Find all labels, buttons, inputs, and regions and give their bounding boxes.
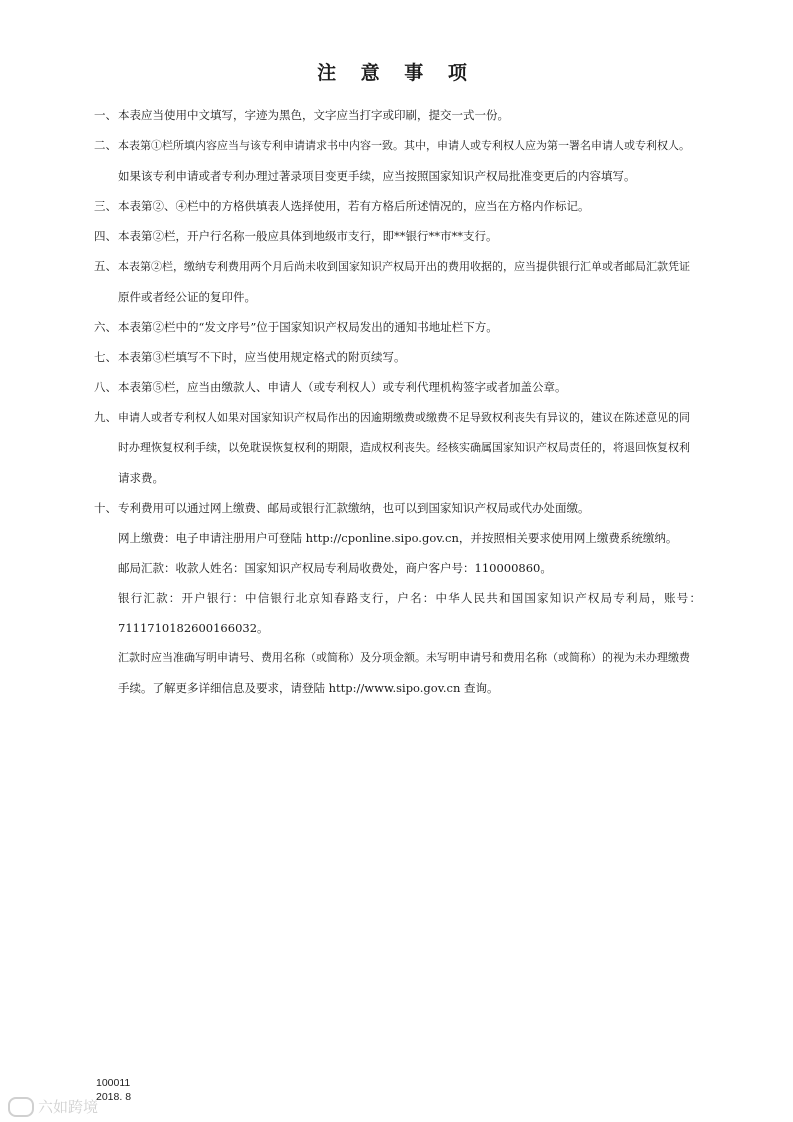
note-text: 本表第③栏填写不下时，应当使用规定格式的附页续写。: [118, 350, 406, 364]
payment-bank: 银行汇款：开户银行：中信银行北京知春路支行，户名：中华人民共和国国家知识产权局专利局，账号：: [118, 591, 703, 605]
note-item-5: [94, 251, 754, 312]
note-text: 申请人或者专利权人如果对国家知识产权局作出的因逾期缴费或缴费不足导致权利丧失有异议的，建议在陈述意见的同: [118, 411, 690, 424]
note-text: 本表第②、④栏中的方格供填表人选择使用，若有方格后所述情况的，应当在方格内作标记。: [118, 199, 590, 213]
note-text-continued: 请求费。: [118, 471, 164, 485]
note-item-10: [94, 493, 754, 703]
note-item-9: [94, 402, 754, 493]
note-number: 八、: [94, 380, 117, 394]
payment-online: 网上缴费：电子申请注册用户可登陆 http://cponline.sipo.gov.cn，并按照相关要求使用网上缴费系统缴纳。: [118, 531, 678, 545]
note-text: 本表第②栏，缴纳专利费用两个月后尚未收到国家知识产权局开出的费用收据的，应当提供银行汇单或者邮局汇款凭证: [118, 260, 690, 273]
note-item-1: [94, 100, 754, 130]
note-number: 九、: [94, 410, 117, 424]
form-code: 100011: [96, 1077, 131, 1089]
payment-bank-account: 7111710182600166032。: [118, 621, 269, 635]
note-text: 本表第⑤栏，应当由缴款人、申请人（或专利权人）或专利代理机构签字或者加盖公章。: [118, 380, 567, 394]
note-item-3: [94, 191, 754, 221]
note-number: 二、: [94, 138, 117, 152]
note-item-6: [94, 312, 754, 342]
note-number: 四、: [94, 229, 117, 243]
note-text: 专利费用可以通过网上缴费、邮局或银行汇款缴纳，也可以到国家知识产权局或代办处面缴。: [118, 501, 590, 515]
form-code-block: [96, 1076, 131, 1104]
page-title: 注 意 事 项: [317, 62, 476, 84]
note-text: 本表第②栏，开户行名称一般应具体到地级市支行，即**银行**市**支行。: [118, 229, 498, 243]
note-number: 十、: [94, 501, 117, 515]
payment-note: 汇款时应当准确写明申请号、费用名称（或简称）及分项金额。未写明申请号和费用名称（或简称）的视为未办理缴费: [118, 651, 690, 664]
note-number: 七、: [94, 350, 117, 364]
note-text-continued: 时办理恢复权利手续，以免耽误恢复权利的期限，造成权利丧失。经核实确属国家知识产权局责任的，将退回恢复权利: [118, 441, 690, 454]
note-text: 本表第①栏所填内容应当与该专利申请请求书中内容一致。其中，申请人或专利权人应为第一署名申请人或专利权人。: [118, 139, 690, 152]
watermark-logo-icon: [8, 1097, 34, 1117]
watermark: [8, 1096, 98, 1117]
note-number: 一、: [94, 108, 117, 122]
note-number: 五、: [94, 259, 117, 273]
note-text-continued: 原件或者经公证的复印件。: [118, 290, 256, 304]
note-text: 本表应当使用中文填写，字迹为黑色，文字应当打字或印刷，提交一式一份。: [118, 108, 509, 122]
watermark-text: 六如跨境: [38, 1098, 99, 1116]
note-text: 本表第②栏中的“发文序号”位于国家知识产权局发出的通知书地址栏下方。: [118, 320, 498, 334]
note-item-7: [94, 342, 754, 372]
note-number: 三、: [94, 199, 117, 213]
payment-post: 邮局汇款：收款人姓名：国家知识产权局专利局收费处，商户客户号：110000860。: [118, 561, 552, 575]
note-item-4: [94, 221, 754, 251]
note-text-continued: 如果该专利申请或者专利办理过著录项目变更手续，应当按照国家知识产权局批准变更后的内容填写。: [118, 169, 636, 183]
note-item-2: [94, 130, 754, 191]
note-number: 六、: [94, 320, 117, 334]
notes-list: [94, 100, 754, 703]
form-version: 2018. 8: [96, 1091, 132, 1103]
note-item-8: [94, 372, 754, 402]
payment-note-continued: 手续。了解更多详细信息及要求，请登陆 http://www.sipo.gov.cn 查询。: [118, 681, 499, 695]
